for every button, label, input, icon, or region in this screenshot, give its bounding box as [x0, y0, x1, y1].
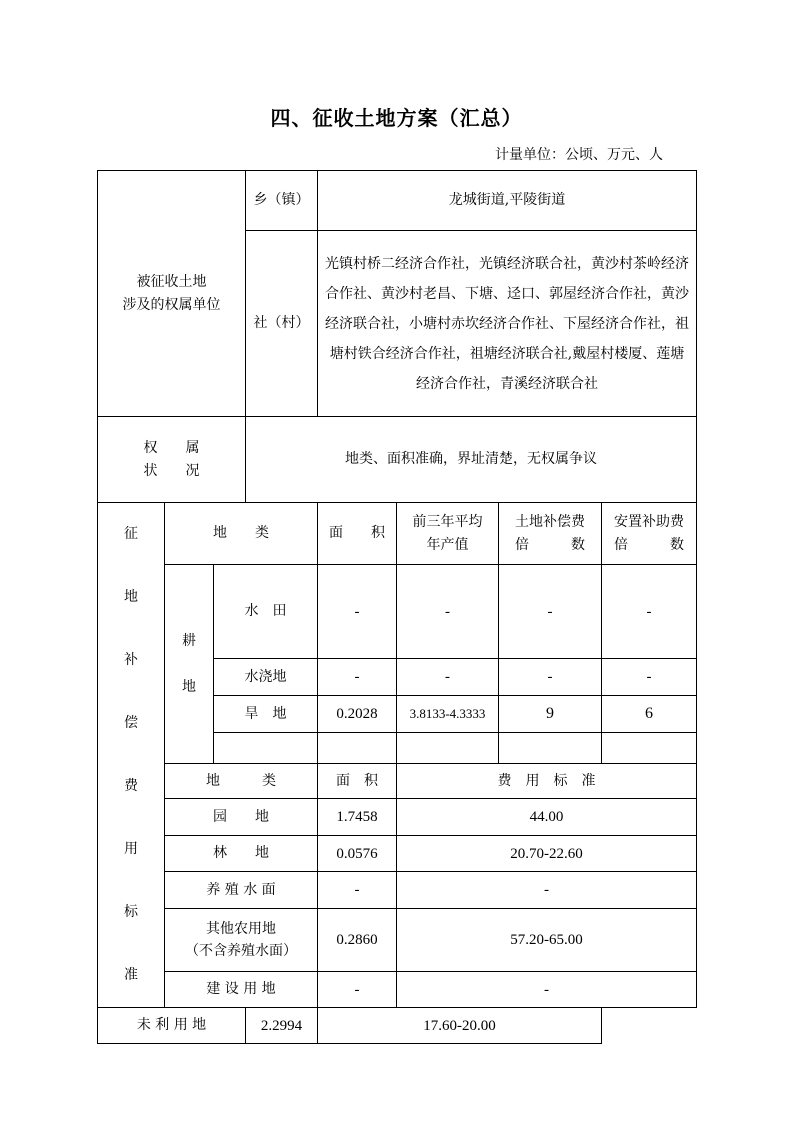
farmland-type: 水浇地	[214, 659, 318, 696]
farmland-output: 3.8133-4.3333	[397, 696, 499, 733]
side-char: 标	[124, 904, 138, 920]
land-area: -	[318, 972, 397, 1008]
land-type-line2: （不含养殖水面）	[185, 943, 297, 959]
farmland-type: 水 田	[214, 565, 318, 659]
side-char: 地	[124, 589, 138, 605]
farmland-land-comp: 9	[499, 696, 602, 733]
farmland-output	[397, 733, 499, 764]
land-area: 0.2860	[318, 909, 397, 972]
ownership-label-line2: 涉及的权属单位	[122, 296, 221, 313]
farmland-label-char: 耕	[182, 633, 196, 649]
farmland-area: 0.2028	[318, 696, 397, 733]
header-resettle	[602, 503, 697, 565]
compensation-side-label	[98, 503, 165, 1008]
land-standard: 17.60-20.00	[318, 1008, 602, 1044]
farmland-land-comp: -	[499, 565, 602, 659]
ownership-label-cell	[98, 171, 246, 417]
side-char: 准	[124, 967, 138, 983]
land-type: 林 地	[165, 836, 318, 872]
header2-area: 面 积	[318, 764, 397, 799]
header2-land-type: 地 类	[165, 764, 318, 799]
header-resettle-line2: 倍 数	[614, 536, 684, 553]
header-avg-output-line2: 年产值	[426, 536, 469, 553]
farmland-area: -	[318, 565, 397, 659]
land-type: 养 殖 水 面	[165, 872, 318, 909]
farmland-resettle: -	[602, 659, 697, 696]
farmland-output: -	[397, 565, 499, 659]
farmland-output: -	[397, 659, 499, 696]
land-standard: 57.20-65.00	[397, 909, 697, 972]
page-title: 四、征收土地方案（汇总）	[270, 106, 523, 130]
farmland-area: -	[318, 659, 397, 696]
ownership-label-line1: 被征收土地	[136, 274, 207, 291]
unit-note: 计量单位：公顷、万元、人	[495, 147, 663, 163]
village-value: 光镇村桥二经济合作社，光镇经济联合社，黄沙村茶岭经济合作社、黄沙村老昌、下塘、迳口、郭屋经济合作社，黄沙经济联合社，小塘村赤坎经济合作社、下屋经济合作社，祖塘村铁合经济合作社，祖塘经济联合社,戴屋村楼厦、莲塘经济合作社，青溪经济联合社	[318, 231, 697, 417]
side-char: 费	[124, 778, 138, 794]
side-char: 补	[124, 652, 138, 668]
header2-standard: 费 用 标 准	[397, 764, 697, 799]
side-char: 用	[124, 841, 138, 857]
land-type-line1: 其他农用地	[206, 920, 276, 937]
land-standard: 44.00	[397, 799, 697, 836]
side-char: 征	[124, 526, 138, 542]
status-label-line2: 状 况	[143, 462, 200, 479]
farmland-label	[165, 565, 214, 764]
town-value: 龙城街道,平陵街道	[318, 171, 697, 231]
header-avg-output-line1: 前三年平均	[412, 514, 483, 531]
land-area: -	[318, 872, 397, 909]
land-standard: -	[397, 972, 697, 1008]
land-type: 未 利 用 地	[98, 1008, 246, 1044]
header-area: 面 积	[318, 503, 397, 565]
header-avg-output	[397, 503, 499, 565]
land-area: 1.7458	[318, 799, 397, 836]
land-area: 0.0576	[318, 836, 397, 872]
status-label-line1: 权 属	[143, 440, 200, 457]
header-resettle-line1: 安置补助费	[614, 514, 684, 531]
status-value: 地类、面积准确，界址清楚，无权属争议	[246, 417, 697, 503]
header-land-comp-line2: 倍 数	[515, 536, 585, 553]
farmland-resettle: 6	[602, 696, 697, 733]
land-area: 2.2994	[246, 1008, 318, 1044]
farmland-area	[318, 733, 397, 764]
land-type-other-agri	[165, 909, 318, 972]
town-label: 乡（镇）	[246, 171, 318, 231]
village-label: 社（村）	[246, 231, 318, 417]
farmland-land-comp: -	[499, 659, 602, 696]
header-land-type: 地 类	[165, 503, 318, 565]
land-acquisition-table	[97, 170, 697, 1044]
land-standard: -	[397, 872, 697, 909]
land-type: 建 设 用 地	[165, 972, 318, 1008]
side-char: 偿	[124, 715, 138, 731]
header-land-comp	[499, 503, 602, 565]
status-label-cell	[98, 417, 246, 503]
land-type: 园 地	[165, 799, 318, 836]
farmland-type	[214, 733, 318, 764]
farmland-land-comp	[499, 733, 602, 764]
farmland-resettle	[602, 733, 697, 764]
farmland-resettle: -	[602, 565, 697, 659]
header-land-comp-line1: 土地补偿费	[515, 514, 585, 531]
farmland-label-char: 地	[182, 679, 196, 695]
land-standard: 20.70-22.60	[397, 836, 697, 872]
farmland-type: 旱 地	[214, 696, 318, 733]
